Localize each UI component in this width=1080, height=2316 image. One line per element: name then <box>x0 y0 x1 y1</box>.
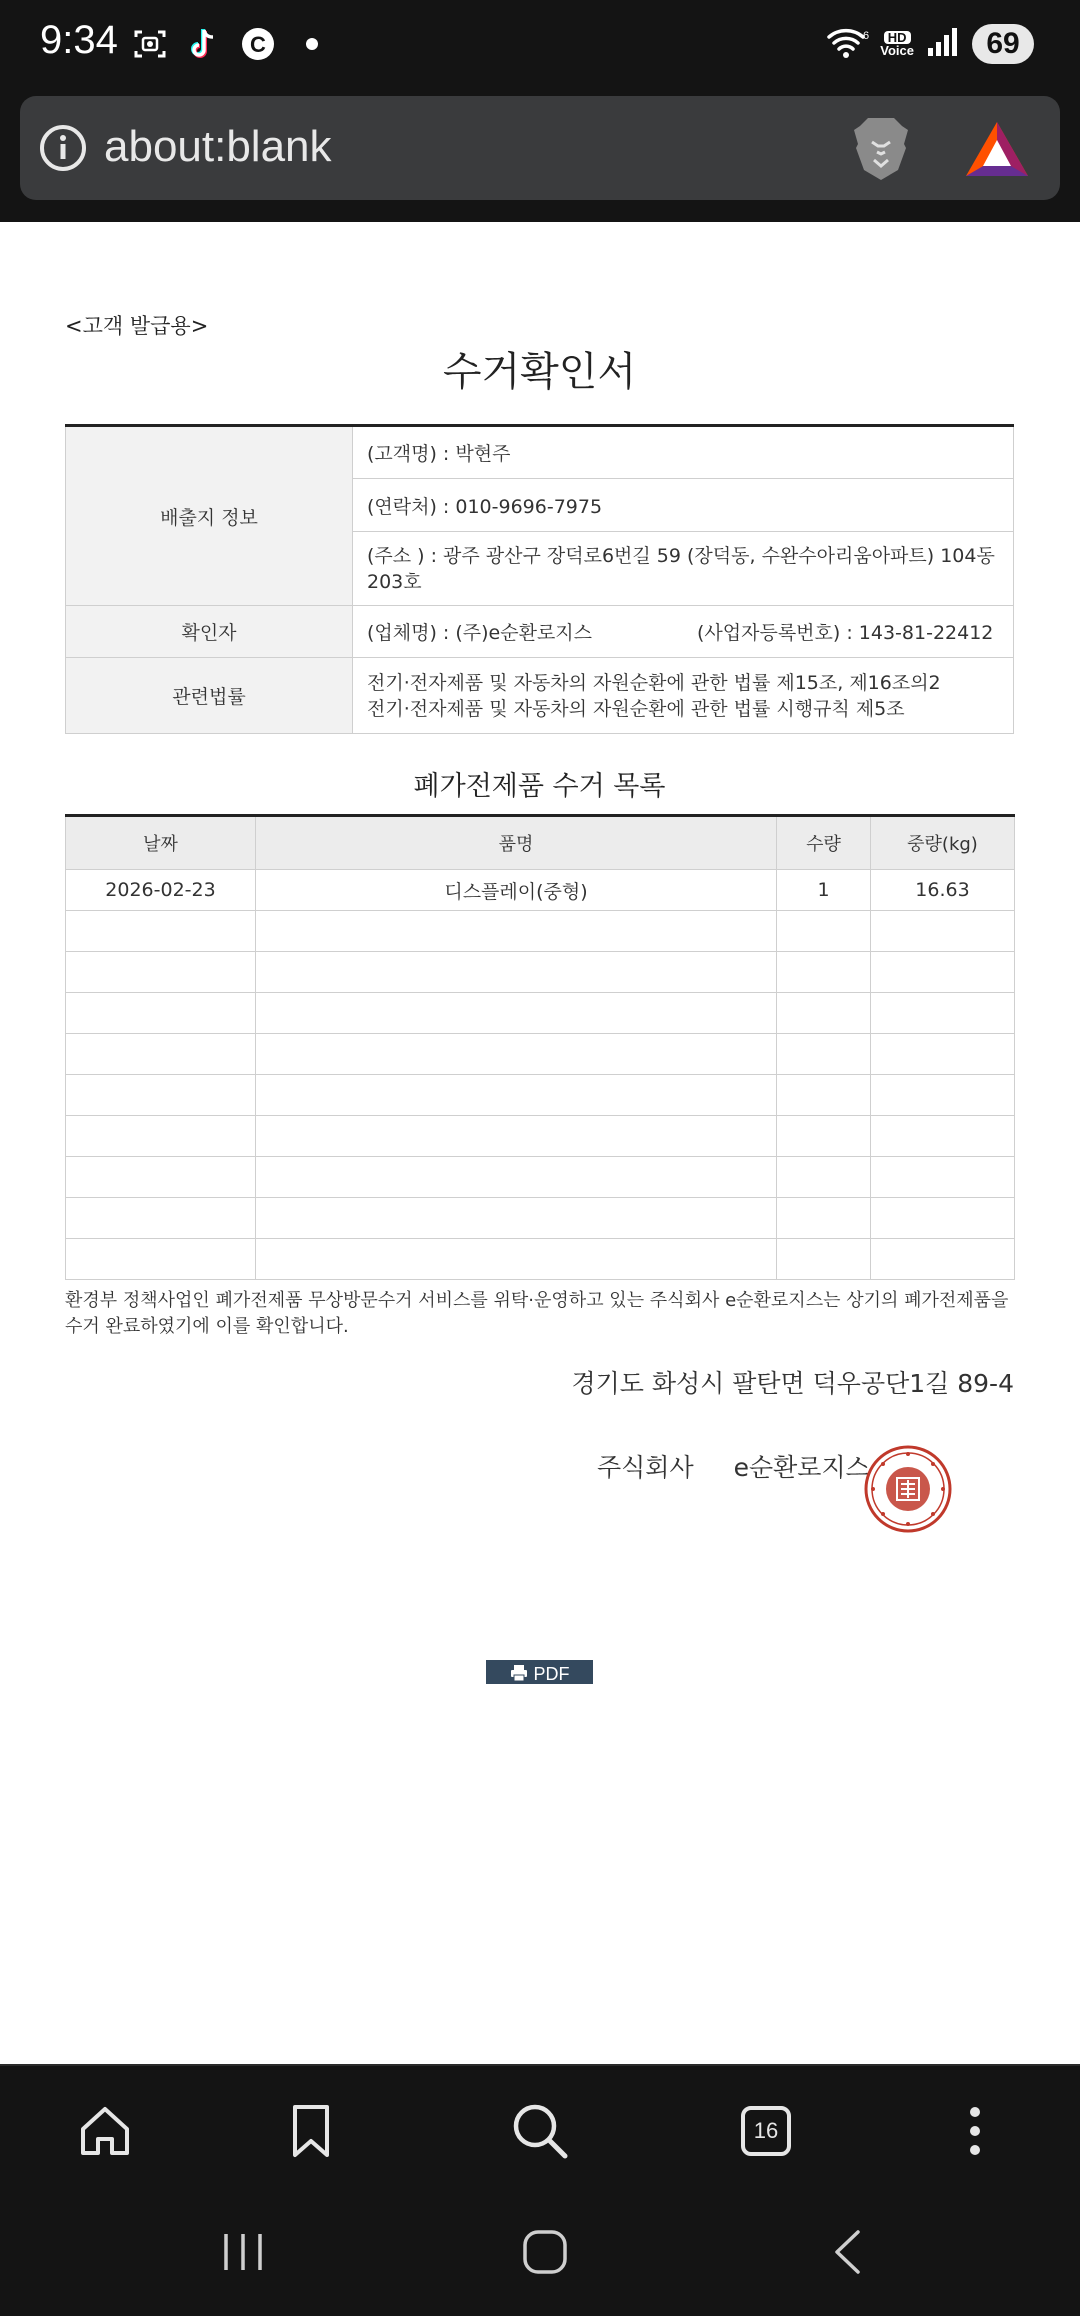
cell-weight <box>871 1116 1015 1157</box>
cell-quantity <box>777 1034 871 1075</box>
law-label: 관련법률 <box>66 658 353 734</box>
url-text[interactable]: about:blank <box>104 122 332 171</box>
contact-number: (연락처) : 010-9696-7975 <box>353 479 1014 532</box>
company-address: 경기도 화성시 팔탄면 덕우공단1길 89-4 <box>571 1369 1014 1398</box>
hd-voice-badge: HD Voice <box>880 30 914 58</box>
cell-date <box>66 993 256 1034</box>
table-row <box>66 952 1015 993</box>
list-title: 폐가전제품 수거 목록 <box>413 771 666 802</box>
column-header-quantity: 수량 <box>777 816 871 870</box>
tabs-button[interactable] <box>731 2096 801 2166</box>
recent-apps-icon[interactable] <box>208 2222 278 2282</box>
cell-date <box>66 952 256 993</box>
cell-weight <box>871 911 1015 952</box>
cell-item <box>256 911 777 952</box>
search-icon[interactable] <box>505 2096 575 2166</box>
cell-date <box>66 1116 256 1157</box>
battery-indicator: 69 <box>972 24 1034 64</box>
cell-item <box>256 1116 777 1157</box>
cell-quantity <box>777 1075 871 1116</box>
column-header-weight: 중량(kg) <box>871 816 1015 870</box>
info-table <box>65 424 1014 734</box>
cell-item <box>256 1157 777 1198</box>
cell-weight <box>871 1198 1015 1239</box>
status-bar <box>0 0 1080 94</box>
table-row <box>66 911 1015 952</box>
cell-date <box>66 1075 256 1116</box>
emitter-label: 배출지 정보 <box>66 426 353 606</box>
cell-item: 디스플레이(중형) <box>256 870 777 911</box>
more-menu-icon[interactable] <box>940 2096 1010 2166</box>
status-time: 9:34 <box>40 18 118 62</box>
cell-weight <box>871 1239 1015 1280</box>
table-header-row <box>66 816 1015 870</box>
company-name: (업체명) : (주)e순환로지스 <box>367 622 593 644</box>
cell-weight <box>871 993 1015 1034</box>
cell-quantity <box>777 952 871 993</box>
cell-quantity <box>777 1239 871 1280</box>
cell-quantity <box>777 1116 871 1157</box>
tiktok-icon <box>186 26 222 62</box>
cell-item <box>256 1075 777 1116</box>
tab-count: 16 <box>741 2106 791 2156</box>
law-line-1: 전기·전자제품 및 자동차의 자원순환에 관한 법률 제15조, 제16조의2 <box>367 671 941 694</box>
items-table <box>65 814 1015 1280</box>
confirmer-label: 확인자 <box>66 606 353 658</box>
cell-quantity <box>777 993 871 1034</box>
table-row <box>66 993 1015 1034</box>
table-row <box>66 1198 1015 1239</box>
cell-date <box>66 1239 256 1280</box>
law-text <box>353 658 1014 734</box>
printer-icon <box>510 1664 528 1687</box>
cell-date <box>66 1157 256 1198</box>
svg-text:C: C <box>250 32 266 57</box>
customer-copy-label: <고객 발급용> <box>65 314 209 338</box>
company-signature <box>597 1448 870 1484</box>
table-row <box>66 1034 1015 1075</box>
screenshot-icon <box>132 26 168 62</box>
cell-weight <box>871 952 1015 993</box>
address-bar[interactable] <box>20 96 1060 200</box>
browser-toolbar <box>0 2064 1080 2194</box>
cell-weight: 16.63 <box>871 870 1015 911</box>
cell-item <box>256 952 777 993</box>
cell-item <box>256 993 777 1034</box>
cell-date <box>66 1198 256 1239</box>
cell-quantity <box>777 1157 871 1198</box>
browser-address-area <box>0 94 1080 222</box>
home-nav-icon[interactable] <box>510 2222 580 2282</box>
column-header-item: 품명 <box>256 816 777 870</box>
info-icon[interactable] <box>38 123 88 173</box>
emitter-address: (주소 ) : 광주 광산구 장덕로6번길 59 (장덕동, 수완수아리움아파트) 104동 203호 <box>353 532 1014 606</box>
confirmer-info <box>353 606 1014 658</box>
brave-shields-icon[interactable] <box>850 116 912 182</box>
table-row <box>66 1157 1015 1198</box>
pdf-button-label: PDF <box>533 1664 570 1684</box>
cell-quantity <box>777 911 871 952</box>
cell-weight <box>871 1157 1015 1198</box>
column-header-date: 날짜 <box>66 816 256 870</box>
cell-date: 2026-02-23 <box>66 870 256 911</box>
notification-icons <box>132 26 330 62</box>
cell-item <box>256 1034 777 1075</box>
company-seal-icon <box>863 1444 953 1534</box>
signal-icon <box>926 26 960 62</box>
back-icon[interactable] <box>812 2222 882 2282</box>
wifi-icon <box>826 25 868 63</box>
law-line-2: 전기·전자제품 및 자동차의 자원순환에 관한 법률 시행규칙 제5조 <box>367 697 905 720</box>
system-navigation-bar <box>0 2192 1080 2316</box>
pdf-button[interactable] <box>486 1660 593 1684</box>
home-icon[interactable] <box>70 2096 140 2166</box>
cell-weight <box>871 1034 1015 1075</box>
cell-quantity: 1 <box>777 870 871 911</box>
table-row <box>66 1116 1015 1157</box>
cell-quantity <box>777 1198 871 1239</box>
table-row <box>66 870 1015 911</box>
customer-name: (고객명) : 박현주 <box>353 426 1014 479</box>
bookmark-icon[interactable] <box>276 2096 346 2166</box>
dot-icon <box>294 26 330 62</box>
confirmation-notice: 환경부 정책사업인 폐가전제품 무상방문수거 서비스를 위탁·운영하고 있는 주식회사 e순환로지스는 상기의 폐가전제품을 수거 완료하였기에 이를 확인합니다. <box>65 1290 1009 1337</box>
system-icons <box>826 24 1034 64</box>
cell-item <box>256 1198 777 1239</box>
brave-rewards-icon[interactable] <box>964 120 1030 178</box>
page-title: 수거확인서 <box>442 349 637 395</box>
c-app-icon <box>240 26 276 62</box>
table-row <box>66 1075 1015 1116</box>
cell-weight <box>871 1075 1015 1116</box>
cell-date <box>66 1034 256 1075</box>
cell-item <box>256 1239 777 1280</box>
company-prefix: 주식회사 <box>597 1453 694 1482</box>
table-row <box>66 1239 1015 1280</box>
svg-text:6: 6 <box>863 30 870 42</box>
business-number: (사업자등록번호) : 143-81-22412 <box>697 622 994 644</box>
company-name-signature: e순환로지스 <box>733 1453 870 1482</box>
cell-date <box>66 911 256 952</box>
